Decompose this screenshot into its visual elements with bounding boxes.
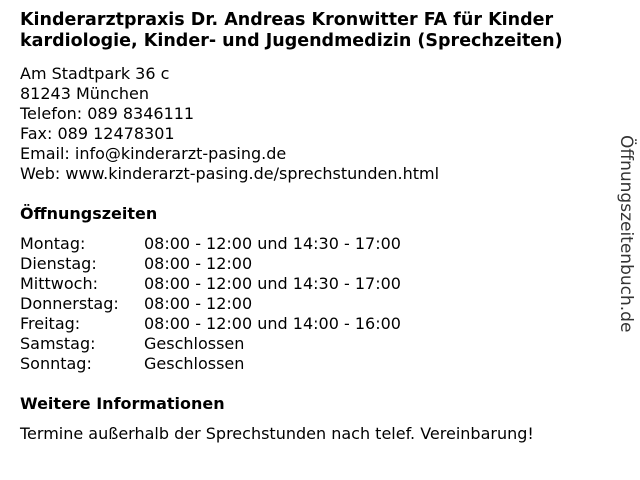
phone-line: Telefon: 089 8346111 bbox=[20, 104, 195, 123]
hours-row-wednesday bbox=[20, 274, 401, 294]
address-city: 81243 München bbox=[20, 84, 149, 103]
hours-row-thursday bbox=[20, 294, 401, 314]
time-value: 08:00 - 12:00 bbox=[144, 254, 253, 273]
day-label: Sonntag: bbox=[20, 354, 92, 373]
contact-block bbox=[20, 64, 439, 184]
fax-line: Fax: 089 12478301 bbox=[20, 124, 175, 143]
further-info-text: Termine außerhalb der Sprechstunden nach telef. Vereinbarung! bbox=[20, 424, 534, 443]
day-label: Samstag: bbox=[20, 334, 96, 353]
email-line: Email: info@kinderarzt-pasing.de bbox=[20, 144, 287, 163]
web-line: Web: www.kinderarzt-pasing.de/sprechstunden.html bbox=[20, 164, 440, 183]
time-value: Geschlossen bbox=[144, 334, 245, 353]
page-title-line-2: kardiologie, Kinder- und Jugendmedizin (Sprechzeiten) bbox=[20, 31, 563, 51]
time-value: Geschlossen bbox=[144, 354, 245, 373]
hours-row-saturday bbox=[20, 334, 401, 354]
day-label: Mittwoch: bbox=[20, 274, 98, 293]
opening-hours-heading: Öffnungszeiten bbox=[20, 204, 158, 223]
opening-hours-table bbox=[20, 234, 401, 374]
day-label: Dienstag: bbox=[20, 254, 97, 273]
hours-row-friday bbox=[20, 314, 401, 334]
day-label: Freitag: bbox=[20, 314, 81, 333]
page-title bbox=[20, 10, 635, 52]
time-value: 08:00 - 12:00 bbox=[144, 294, 253, 313]
further-info-heading: Weitere Informationen bbox=[20, 394, 225, 413]
day-label: Montag: bbox=[20, 234, 86, 253]
hours-row-sunday bbox=[20, 354, 401, 374]
hours-row-tuesday bbox=[20, 254, 401, 274]
site-watermark: Öffnungszeitenbuch.de bbox=[616, 135, 636, 333]
time-value: 08:00 - 12:00 und 14:30 - 17:00 bbox=[144, 234, 401, 253]
hours-row-monday bbox=[20, 234, 401, 254]
time-value: 08:00 - 12:00 und 14:30 - 17:00 bbox=[144, 274, 401, 293]
time-value: 08:00 - 12:00 und 14:00 - 16:00 bbox=[144, 314, 401, 333]
page-title-line-1: Kinderarztpraxis Dr. Andreas Kronwitter FA für Kinder bbox=[20, 10, 554, 30]
address-street: Am Stadtpark 36 c bbox=[20, 64, 170, 83]
day-label: Donnerstag: bbox=[20, 294, 119, 313]
